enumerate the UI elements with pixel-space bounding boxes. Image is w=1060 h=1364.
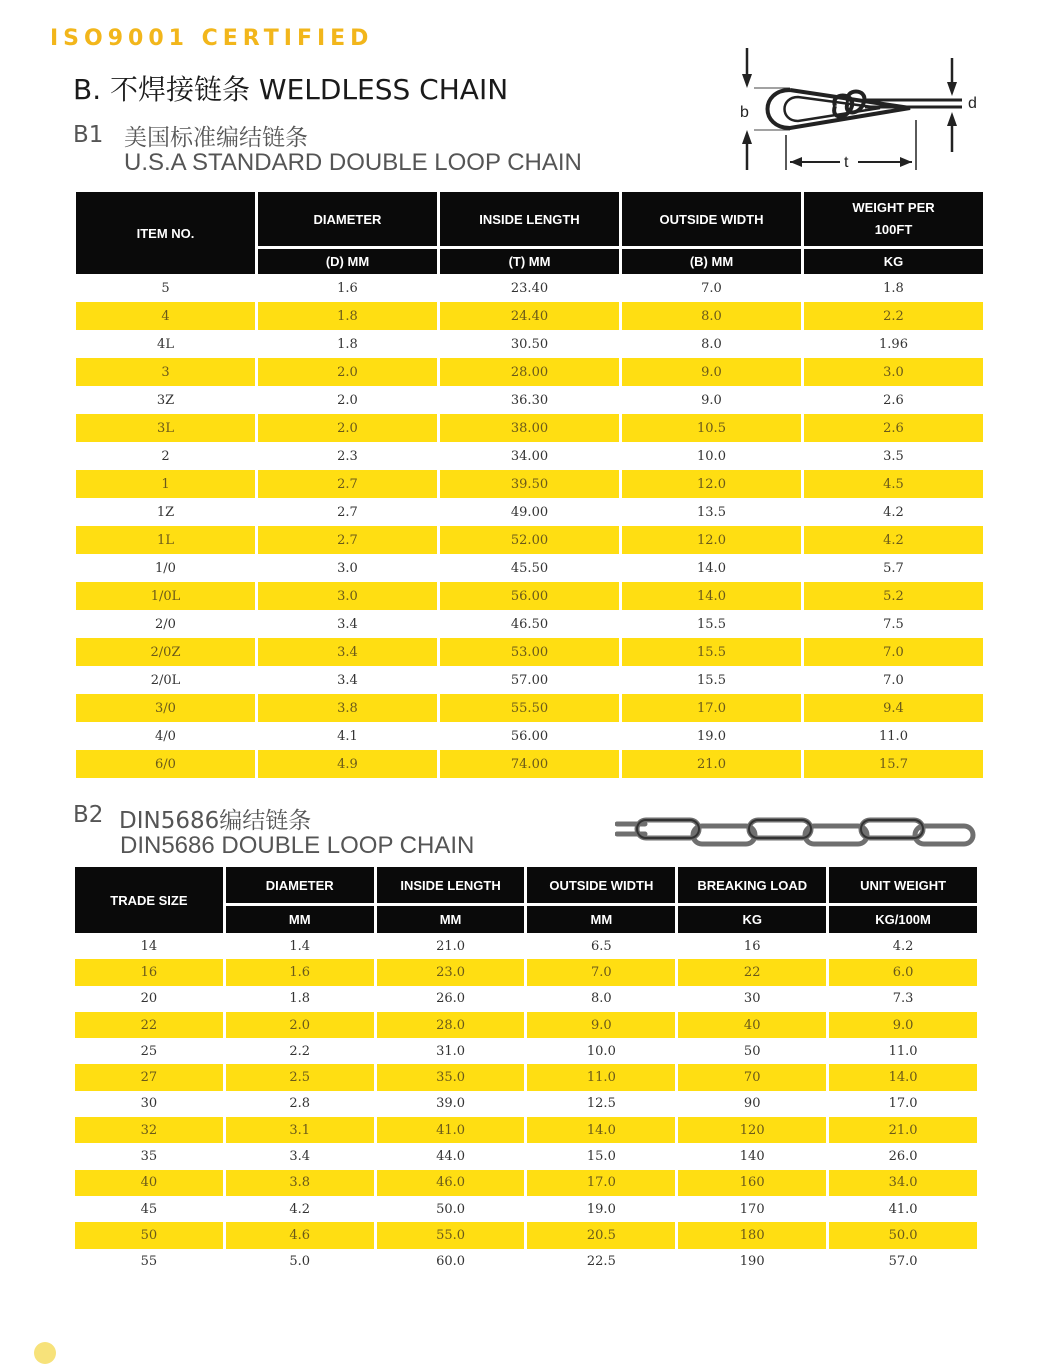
table-cell: 7.0 (701, 280, 722, 296)
table-cell: 50 (743, 1043, 761, 1059)
table-cell: 2/0Z (76, 638, 255, 666)
table-cell: 2.7 (258, 526, 437, 554)
table-cell: 57.0 (888, 1254, 918, 1270)
b1-title-en: U.S.A STANDARD DOUBLE LOOP CHAIN (124, 149, 582, 176)
table-cell: 180 (678, 1222, 826, 1248)
b1-spec-table (73, 192, 986, 778)
table-cell: 14.0 (527, 1117, 675, 1143)
label-t: t (844, 154, 849, 171)
label-d: d (968, 95, 977, 112)
table-cell: 1.6 (337, 280, 358, 296)
table-cell: 16 (75, 959, 223, 985)
table-cell: 1.8 (289, 991, 311, 1007)
table-cell: 5.7 (883, 560, 904, 576)
table-cell: 39.0 (436, 1096, 466, 1112)
table-cell: 6/0 (76, 750, 255, 778)
table-cell: 30.50 (510, 336, 549, 352)
table-cell: 28.00 (440, 358, 619, 386)
table-cell: 30 (743, 991, 761, 1007)
table-cell: 14 (140, 938, 158, 954)
header-weight-line1: WEIGHT PER (852, 200, 935, 215)
chain-image (615, 812, 980, 857)
table-cell: 15.5 (697, 616, 726, 632)
table-cell: 31.0 (436, 1043, 466, 1059)
table-cell: 1.8 (337, 336, 358, 352)
table-row (76, 498, 983, 526)
table-cell: 1.4 (289, 938, 311, 954)
table-cell: 3L (76, 414, 255, 442)
b2-title-cn: DIN5686编结链条 (119, 808, 312, 834)
table-cell: 56.00 (510, 728, 549, 744)
table-cell: 55.0 (377, 1222, 525, 1248)
table-cell: 1.6 (226, 959, 374, 985)
table-cell: 10.5 (622, 414, 801, 442)
table-cell: 19.0 (697, 728, 726, 744)
loop-link-diagram (730, 40, 990, 180)
table-cell: 9.4 (804, 694, 983, 722)
table-cell: 7.0 (527, 959, 675, 985)
table-cell: 50.0 (829, 1222, 977, 1248)
table-row (76, 330, 983, 358)
table-cell: 52.00 (440, 526, 619, 554)
table-cell: 12.0 (622, 526, 801, 554)
table-cell: 4.6 (226, 1222, 374, 1248)
table-cell: 3.0 (258, 582, 437, 610)
table-cell: 1Z (156, 504, 175, 520)
table-cell: 3Z (156, 392, 175, 408)
table-cell: 4.2 (289, 1201, 311, 1217)
table-cell: 40 (75, 1170, 223, 1196)
table-cell: 8.0 (591, 991, 612, 1007)
table-cell: 3/0 (76, 694, 255, 722)
table-cell: 1.96 (879, 336, 908, 352)
table-row (75, 1222, 977, 1248)
table-cell: 3.4 (289, 1149, 311, 1165)
table-row (76, 750, 983, 778)
table-cell: 11.0 (888, 1043, 918, 1059)
table-row (75, 1038, 977, 1064)
unit-diameter-b2: MM (226, 903, 374, 933)
b2-code: B2 (73, 802, 104, 828)
unit-outside-width: (B) MM (622, 246, 801, 274)
table-cell: 23.0 (377, 959, 525, 985)
table-cell: 2/0L (150, 672, 181, 688)
table-cell: 10.0 (586, 1043, 616, 1059)
table-cell: 170 (739, 1201, 765, 1217)
table-cell: 4.1 (337, 728, 358, 744)
table-cell: 2 (161, 448, 170, 464)
table-cell: 17.0 (888, 1096, 918, 1112)
b2-spec-table (72, 867, 980, 1275)
table-row (76, 442, 983, 470)
table-cell: 21.0 (622, 750, 801, 778)
table-cell: 8.0 (622, 302, 801, 330)
table-cell: 3.1 (226, 1117, 374, 1143)
unit-unit-weight: KG/100M (829, 903, 977, 933)
table-row (76, 694, 983, 722)
table-row (75, 1117, 977, 1143)
table-row (76, 470, 983, 498)
table-cell: 21.0 (829, 1117, 977, 1143)
table-cell: 14.0 (697, 560, 726, 576)
table-cell: 3.4 (337, 672, 358, 688)
table-cell: 2.8 (289, 1096, 311, 1112)
table-cell: 26.0 (436, 991, 466, 1007)
table-cell: 12.0 (622, 470, 801, 498)
table-cell: 41.0 (888, 1201, 918, 1217)
table-cell: 23.40 (510, 280, 549, 296)
table-cell: 5.0 (289, 1254, 311, 1270)
table-cell: 28.0 (377, 1012, 525, 1038)
table-cell: 7.0 (804, 638, 983, 666)
table-cell: 2/0 (155, 616, 176, 632)
table-row (76, 358, 983, 386)
table-cell: 20.5 (527, 1222, 675, 1248)
table-cell: 7.3 (892, 991, 914, 1007)
table-cell: 9.0 (527, 1012, 675, 1038)
header-unit-weight: UNIT WEIGHT (829, 867, 977, 903)
header-weight (804, 192, 983, 246)
table-cell: 27 (75, 1064, 223, 1090)
table-cell: 2.0 (337, 392, 358, 408)
table-cell: 34.0 (829, 1170, 977, 1196)
table-row (76, 638, 983, 666)
table-cell: 9.0 (829, 1012, 977, 1038)
table-cell: 3.0 (804, 358, 983, 386)
table-cell: 1L (76, 526, 255, 554)
section-title: B. 不焊接链条 WELDLESS CHAIN (73, 73, 509, 106)
table-cell: 1 (76, 470, 255, 498)
table-cell: 19.0 (586, 1201, 616, 1217)
table-cell: 46.50 (510, 616, 549, 632)
table-cell: 49.00 (510, 504, 549, 520)
table-cell: 4.2 (892, 938, 914, 954)
table-cell: 4.2 (883, 504, 904, 520)
table-cell: 15.5 (622, 638, 801, 666)
table-cell: 190 (739, 1254, 765, 1270)
table-cell: 2.6 (804, 414, 983, 442)
table-cell: 3 (76, 358, 255, 386)
unit-outside-width-b2: MM (527, 903, 675, 933)
header-outside-width-b2: OUTSIDE WIDTH (527, 867, 675, 903)
header-diameter: DIAMETER (258, 192, 437, 246)
table-cell: 2.7 (337, 504, 358, 520)
table-cell: 4/0 (155, 728, 176, 744)
table-cell: 32 (75, 1117, 223, 1143)
table-cell: 2.2 (289, 1043, 311, 1059)
b1-code: B1 (73, 122, 104, 148)
table-cell: 4.9 (258, 750, 437, 778)
table-cell: 16 (743, 938, 761, 954)
table-row (76, 554, 983, 582)
table-cell: 1/0L (76, 582, 255, 610)
table-row (76, 526, 983, 554)
header-inside-length: INSIDE LENGTH (440, 192, 619, 246)
table-cell: 2.0 (258, 358, 437, 386)
table-cell: 17.0 (622, 694, 801, 722)
table-cell: 4.2 (804, 526, 983, 554)
table-cell: 1/0 (155, 560, 176, 576)
table-cell: 2.3 (337, 448, 358, 464)
unit-diameter: (D) MM (258, 246, 437, 274)
table-cell: 45 (140, 1201, 158, 1217)
table-cell: 46.0 (377, 1170, 525, 1196)
table-cell: 140 (739, 1149, 765, 1165)
table-cell: 35 (140, 1149, 158, 1165)
table-row (76, 274, 983, 302)
table-row (76, 386, 983, 414)
table-row (76, 414, 983, 442)
table-cell: 4L (157, 336, 174, 352)
b1-title-cn: 美国标准编结链条 (124, 125, 308, 151)
table-cell: 11.0 (879, 728, 908, 744)
table-cell: 10.0 (697, 448, 726, 464)
table-row (75, 959, 977, 985)
table-cell: 45.50 (510, 560, 549, 576)
table-cell: 3.0 (337, 560, 358, 576)
table-cell: 7.5 (883, 616, 904, 632)
table-cell: 3.4 (337, 616, 358, 632)
table-cell: 25 (140, 1043, 158, 1059)
table-cell: 4.5 (804, 470, 983, 498)
table-cell: 3.5 (883, 448, 904, 464)
table-cell: 3.8 (226, 1170, 374, 1196)
table-cell: 36.30 (510, 392, 549, 408)
table-cell: 5 (161, 280, 170, 296)
table-cell: 39.50 (440, 470, 619, 498)
table-cell: 3.8 (258, 694, 437, 722)
table-row (75, 1012, 977, 1038)
table-cell: 38.00 (440, 414, 619, 442)
table-cell: 15.0 (586, 1149, 616, 1165)
table-cell: 22.5 (586, 1254, 616, 1270)
table-row (75, 1064, 977, 1090)
table-cell: 74.00 (440, 750, 619, 778)
table-cell: 30 (140, 1096, 158, 1112)
table-cell: 4 (76, 302, 255, 330)
table-cell: 2.0 (258, 414, 437, 442)
table-cell: 2.7 (258, 470, 437, 498)
unit-inside-length: (T) MM (440, 246, 619, 274)
header-diameter-b2: DIAMETER (226, 867, 374, 903)
table-row (76, 722, 983, 750)
table-cell: 22 (678, 959, 826, 985)
table-cell: 40 (678, 1012, 826, 1038)
table-cell: 6.0 (829, 959, 977, 985)
table-cell: 24.40 (440, 302, 619, 330)
table-cell: 13.5 (697, 504, 726, 520)
b2-title-en: DIN5686 DOUBLE LOOP CHAIN (120, 832, 475, 859)
table-cell: 14.0 (829, 1064, 977, 1090)
table-cell: 50.0 (436, 1201, 466, 1217)
certification-label: ISO9001 CERTIFIED (50, 26, 374, 51)
table-cell: 41.0 (377, 1117, 525, 1143)
unit-breaking-load: KG (678, 903, 826, 933)
table-row (75, 1196, 977, 1222)
table-row (75, 1170, 977, 1196)
table-row (75, 986, 977, 1012)
table-cell: 22 (75, 1012, 223, 1038)
table-cell: 2.2 (804, 302, 983, 330)
table-cell: 7.0 (883, 672, 904, 688)
table-cell: 44.0 (436, 1149, 466, 1165)
page-number-badge (34, 1342, 56, 1364)
table-cell: 26.0 (888, 1149, 918, 1165)
table-cell: 55.50 (440, 694, 619, 722)
table-cell: 90 (743, 1096, 761, 1112)
table-row (76, 582, 983, 610)
table-cell: 57.00 (510, 672, 549, 688)
table-cell: 1.8 (258, 302, 437, 330)
table-cell: 15.5 (697, 672, 726, 688)
table-cell: 120 (678, 1117, 826, 1143)
table-cell: 55 (140, 1254, 158, 1270)
table-row (76, 302, 983, 330)
table-cell: 70 (678, 1064, 826, 1090)
header-outside-width: OUTSIDE WIDTH (622, 192, 801, 246)
table-cell: 160 (678, 1170, 826, 1196)
table-row (75, 1091, 977, 1117)
table-cell: 14.0 (622, 582, 801, 610)
table-row (76, 610, 983, 638)
b1-table-body (76, 274, 983, 778)
header-item-no: ITEM NO. (76, 192, 255, 274)
table-cell: 17.0 (527, 1170, 675, 1196)
table-row (76, 666, 983, 694)
table-cell: 34.00 (510, 448, 549, 464)
table-cell: 60.0 (436, 1254, 466, 1270)
table-cell: 8.0 (701, 336, 722, 352)
table-cell: 6.5 (591, 938, 612, 954)
table-cell: 2.0 (226, 1012, 374, 1038)
table-cell: 1.8 (883, 280, 904, 296)
unit-inside-length-b2: MM (377, 903, 525, 933)
label-b: b (740, 104, 749, 121)
header-weight-line2: 100FT (874, 222, 913, 237)
table-cell: 53.00 (440, 638, 619, 666)
table-cell: 9.0 (622, 358, 801, 386)
table-cell: 56.00 (440, 582, 619, 610)
table-row (75, 1249, 977, 1275)
table-cell: 2.5 (226, 1064, 374, 1090)
table-cell: 15.7 (804, 750, 983, 778)
table-cell: 9.0 (701, 392, 722, 408)
table-row (75, 933, 977, 959)
header-inside-length-b2: INSIDE LENGTH (377, 867, 525, 903)
table-cell: 3.4 (258, 638, 437, 666)
table-cell: 5.2 (804, 582, 983, 610)
table-row (75, 1143, 977, 1169)
header-trade-size: TRADE SIZE (75, 867, 223, 933)
header-breaking-load: BREAKING LOAD (678, 867, 826, 903)
table-cell: 20 (140, 991, 158, 1007)
table-cell: 11.0 (527, 1064, 675, 1090)
unit-weight: KG (804, 246, 983, 274)
table-cell: 12.5 (586, 1096, 616, 1112)
table-cell: 21.0 (436, 938, 466, 954)
table-cell: 2.6 (883, 392, 904, 408)
table-cell: 50 (75, 1222, 223, 1248)
table-cell: 35.0 (377, 1064, 525, 1090)
b2-table-body (75, 933, 977, 1275)
